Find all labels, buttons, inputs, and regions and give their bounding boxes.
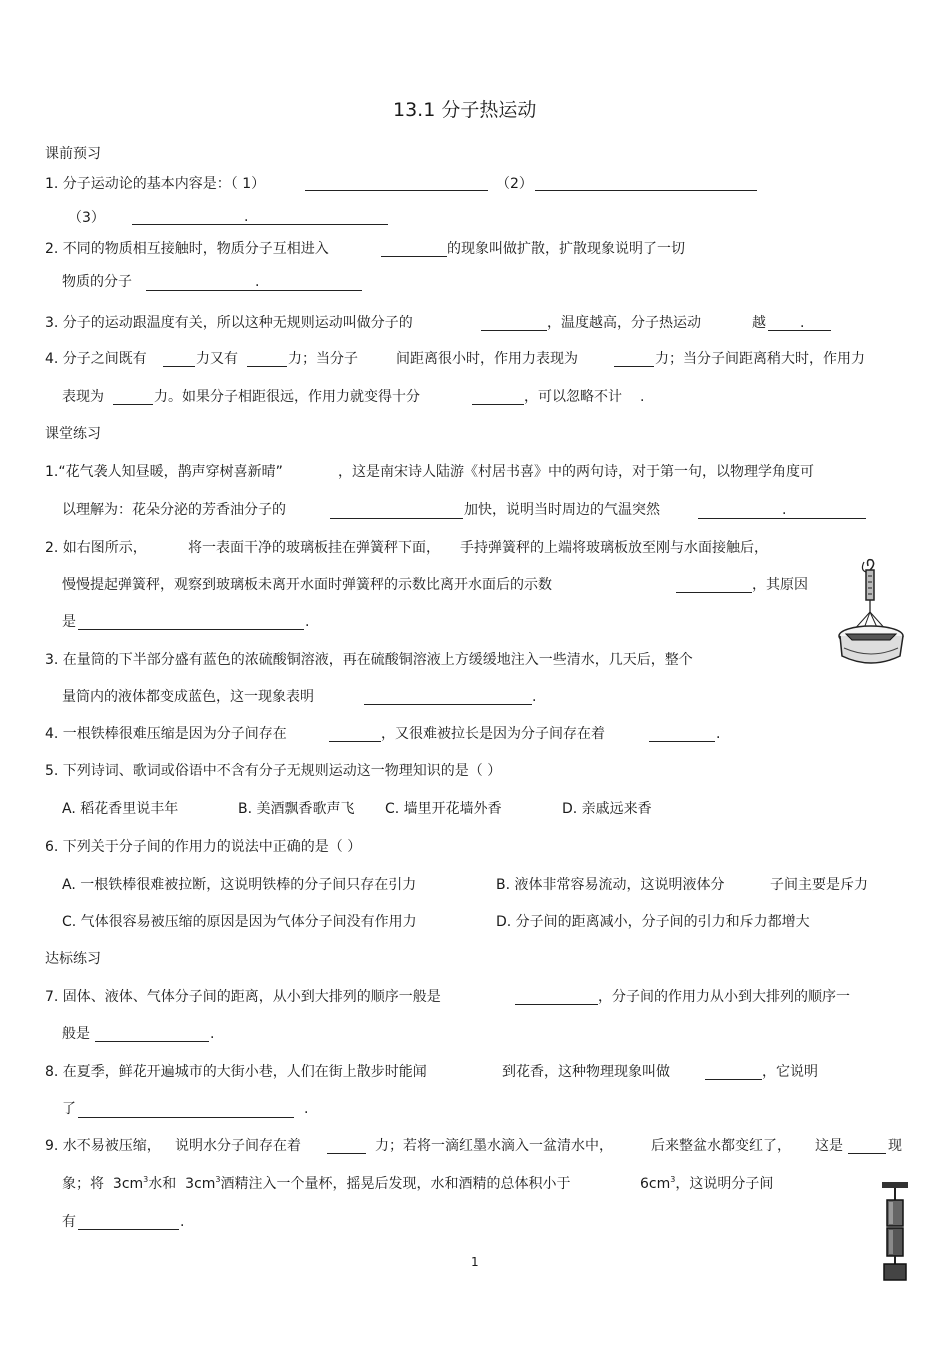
label: 表现为 <box>62 389 104 405</box>
question-s7: 7. 固体、液体、气体分子间的距离，从小到大排列的顺序一般是 <box>45 989 441 1005</box>
answer-blank[interactable] <box>535 176 757 191</box>
answer-blank[interactable] <box>329 727 381 742</box>
label: 这是 <box>815 1138 843 1154</box>
label: 的现象叫做扩散，扩散现象说明了一切 <box>447 241 685 257</box>
question-c5: 5. 下列诗词、歌词或俗语中不含有分子无规则运动这一物理知识的是（ ） <box>45 763 502 779</box>
option-b[interactable]: B. 美酒飘香歌声飞 <box>238 801 355 817</box>
question-c4: 4. 一根铁棒很难压缩是因为分子间存在 <box>45 726 287 742</box>
label: 说明水分子间存在着 <box>175 1138 301 1154</box>
answer-blank[interactable] <box>146 276 362 291</box>
option-d[interactable]: D. 分子间的距离减小，分子间的引力和斥力都增大 <box>496 914 810 930</box>
question-p4: 4. 分子之间既有 <box>45 351 147 367</box>
option-b[interactable]: B. 液体非常容易流动，这说明液体分 <box>496 877 725 893</box>
answer-blank[interactable] <box>705 1065 762 1080</box>
answer-blank[interactable] <box>330 504 463 519</box>
spring-scale-figure <box>838 556 908 670</box>
label: ，又很难被拉长是因为分子间存在着 <box>381 726 605 742</box>
label: . <box>716 726 721 742</box>
label: 是 <box>62 614 76 630</box>
label: . <box>800 315 805 331</box>
answer-blank[interactable] <box>113 390 153 405</box>
question-p3: 3. 分子的运动跟温度有关，所以这种无规则运动叫做分子的 <box>45 315 413 331</box>
question-c6: 6. 下列关于分子间的作用力的说法中正确的是（ ） <box>45 839 362 855</box>
label: ，可以忽略不计 <box>524 389 622 405</box>
section-standard: 达标练习 <box>45 951 101 967</box>
answer-blank[interactable] <box>95 1027 209 1042</box>
label: ，温度越高，分子热运动 <box>547 315 701 331</box>
answer-blank[interactable] <box>78 1215 179 1230</box>
question-s8: 8. 在夏季，鲜花开遍城市的大街小巷，人们在街上散步时能闻 <box>45 1064 427 1080</box>
label: ，其原因 <box>752 577 808 593</box>
answer-blank[interactable] <box>649 727 715 742</box>
label: 间距离很小时，作用力表现为 <box>396 351 578 367</box>
label: . <box>304 1101 309 1117</box>
label: 后来整盆水都变红了， <box>651 1138 791 1154</box>
section-preview: 课前预习 <box>45 146 101 162</box>
label: 力；当分子 <box>288 351 358 367</box>
page-number: 1 <box>471 1255 479 1269</box>
option-c[interactable]: C. 气体很容易被压缩的原因是因为气体分子间没有作用力 <box>62 914 417 930</box>
label: 现 <box>888 1138 902 1154</box>
answer-blank[interactable] <box>247 352 287 367</box>
answer-blank[interactable] <box>305 176 488 191</box>
section-class: 课堂练习 <box>45 426 101 442</box>
label: ，它说明 <box>762 1064 818 1080</box>
page-title: 13.1 分子热运动 <box>393 99 537 121</box>
label: 力又有 <box>196 351 238 367</box>
label: . <box>255 274 260 290</box>
answer-blank[interactable] <box>481 316 547 331</box>
question-c2: 2. 如右图所示， <box>45 540 147 556</box>
answer-blank[interactable] <box>78 615 304 630</box>
answer-blank[interactable] <box>163 352 195 367</box>
label: 以理解为：花朵分泌的芳香油分子的 <box>62 502 286 518</box>
label: 物质的分子 <box>62 274 132 290</box>
label: 手持弹簧秤的上端将玻璃板放至刚与水面接触后， <box>460 540 768 556</box>
answer-blank[interactable] <box>364 690 532 705</box>
answer-blank[interactable] <box>132 210 388 225</box>
question-p1: 1. 分子运动论的基本内容是：（ 1） <box>45 176 266 192</box>
label: （2） <box>496 176 533 192</box>
answer-blank[interactable] <box>327 1139 366 1154</box>
label: 力；若将一滴红墨水滴入一盆清水中， <box>375 1138 613 1154</box>
label: 越 <box>752 315 766 331</box>
label: 到花香，这种物理现象叫做 <box>502 1064 670 1080</box>
label: 力。如果分子相距很远，作用力就变得十分 <box>154 389 420 405</box>
answer-blank[interactable] <box>78 1103 294 1118</box>
lead-cylinders-figure <box>878 1178 912 1282</box>
label: . <box>180 1214 185 1230</box>
label: 量筒内的液体都变成蓝色，这一现象表明 <box>62 689 314 705</box>
question-s9: 9. 水不易被压缩， <box>45 1138 161 1154</box>
option-c[interactable]: C. 墙里开花墙外香 <box>385 801 502 817</box>
volume-sentence-end: $6cm^3$，这说明分子间 <box>640 1175 774 1192</box>
question-c3: 3. 在量筒的下半部分盛有蓝色的浓硫酸铜溶液，再在硫酸铜溶液上方缓缓地注入一些清水，几天后，整个 <box>45 652 693 668</box>
volume-sentence: 象；将 $3cm^3$水和 $3cm^3$酒精注入一个量杯，摇晃后发现，水和酒精的总体积小于 <box>62 1175 571 1192</box>
label: （3） <box>68 210 105 226</box>
answer-blank[interactable] <box>472 390 524 405</box>
label: ，分子间的作用力从小到大排列的顺序一 <box>598 989 850 1005</box>
label: . <box>305 614 310 630</box>
answer-blank[interactable] <box>515 990 598 1005</box>
label: . <box>640 389 645 405</box>
option-d[interactable]: D. 亲戚远来香 <box>562 801 652 817</box>
answer-blank[interactable] <box>381 242 447 257</box>
label: 有 <box>62 1214 76 1230</box>
label: 般是 <box>62 1026 90 1042</box>
label: 了 <box>62 1101 76 1117</box>
question-p2: 2. 不同的物质相互接触时，物质分子互相进入 <box>45 241 329 257</box>
question-c1: 1.“花气袭人知昼暖，鹊声穿树喜新晴” <box>45 464 283 480</box>
answer-blank[interactable] <box>848 1139 886 1154</box>
label: . <box>782 502 787 518</box>
label: ，这是南宋诗人陆游《村居书喜》中的两句诗，对于第一句，以物理学角度可 <box>338 464 814 480</box>
label: 子间主要是斥力 <box>770 877 868 893</box>
answer-blank[interactable] <box>676 578 752 593</box>
label: 力；当分子间距离稍大时，作用力 <box>655 351 865 367</box>
label: . <box>244 209 249 225</box>
label: . <box>532 689 537 705</box>
option-a[interactable]: A. 稻花香里说丰年 <box>62 801 179 817</box>
label: 慢慢提起弹簧秤，观察到玻璃板未离开水面时弹簧秤的示数比离开水面后的示数 <box>62 577 552 593</box>
label: . <box>210 1026 215 1042</box>
option-a[interactable]: A. 一根铁棒很难被拉断，这说明铁棒的分子间只存在引力 <box>62 877 417 893</box>
label: 将一表面干净的玻璃板挂在弹簧秤下面， <box>188 540 440 556</box>
label: 加快，说明当时周边的气温突然 <box>464 502 660 518</box>
answer-blank[interactable] <box>614 352 654 367</box>
